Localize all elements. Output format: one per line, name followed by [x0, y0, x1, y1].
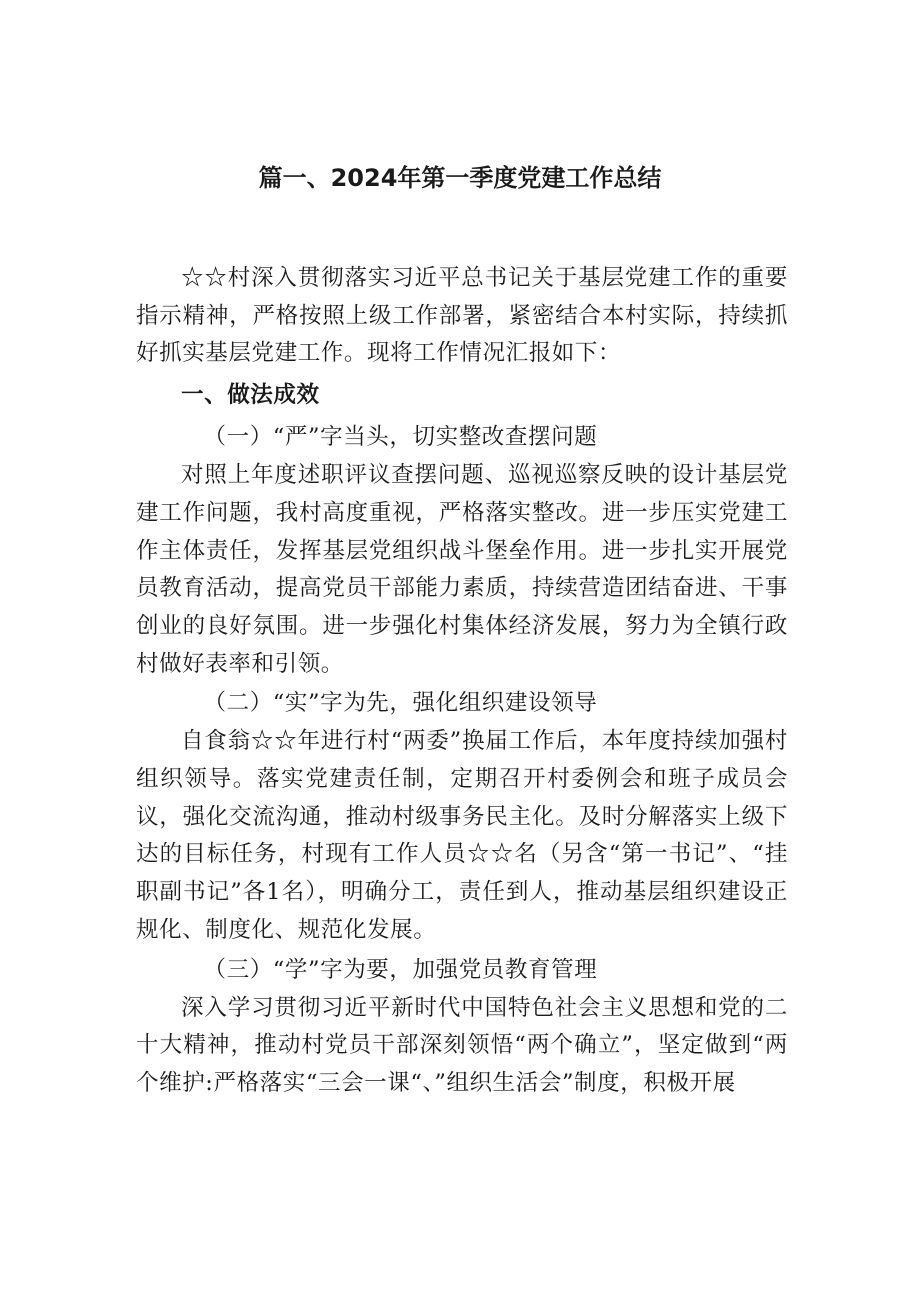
subsection-paragraph: 对照上年度述职评议查摆问题、巡视巡察反映的设计基层党建工作问题，我村高度重视，严格落实整改。进一步压实党建工作主体责任，发挥基层党组织战斗堡垒作用。进一步扎实开展党员教育活动，提高党员干部能力素质，持续营造团结奋进、干事创业的良好氛围。进一步强化村集体经济发展，努力为全镇行政村做好表率和引领。 — [136, 462, 788, 677]
section-heading: 一、做法成效 — [181, 382, 320, 409]
document-body — [136, 260, 788, 1103]
subsection-paragraph: 自食翁☆☆年进行村“两委”换届工作后，本年度持续加强村组织领导。落实党建责任制，定期召开村委例会和班子成员会议，强化交流沟通，推动村级事务民主化。及时分解落实上级下达的目标任务，村现有工作人员☆☆名（另含“第一书记”、“挂职副书记”各1名），明确分工，责任到人，推动基层组织建设正规化、制度化、规范化发展。 — [136, 728, 788, 943]
intro-paragraph: ☆☆村深入贯彻落实习近平总书记关于基层党建工作的重要指示精神，严格按照上级工作部署，紧密结合本村实际，持续抓好抓实基层党建工作。现将工作情况汇报如下： — [136, 265, 788, 367]
document-title: 篇一、2024年第一季度党建工作总结 — [258, 164, 662, 192]
subsection-heading: （二）“实”字为先，强化组织建设领导 — [203, 690, 598, 717]
subsection-heading: （三）“学”字为要，加强党员教育管理 — [203, 956, 598, 983]
subsection-heading: （一）“严”字当头，切实整改查摆问题 — [203, 424, 598, 451]
subsection-paragraph: 深入学习贯彻习近平新时代中国特色社会主义思想和党的二十大精神，推动村党员干部深刻领悟“两个确立”，坚定做到“两个维护:严格落实“三会一课“、”组织生活会”制度，积极开展 — [136, 994, 788, 1096]
